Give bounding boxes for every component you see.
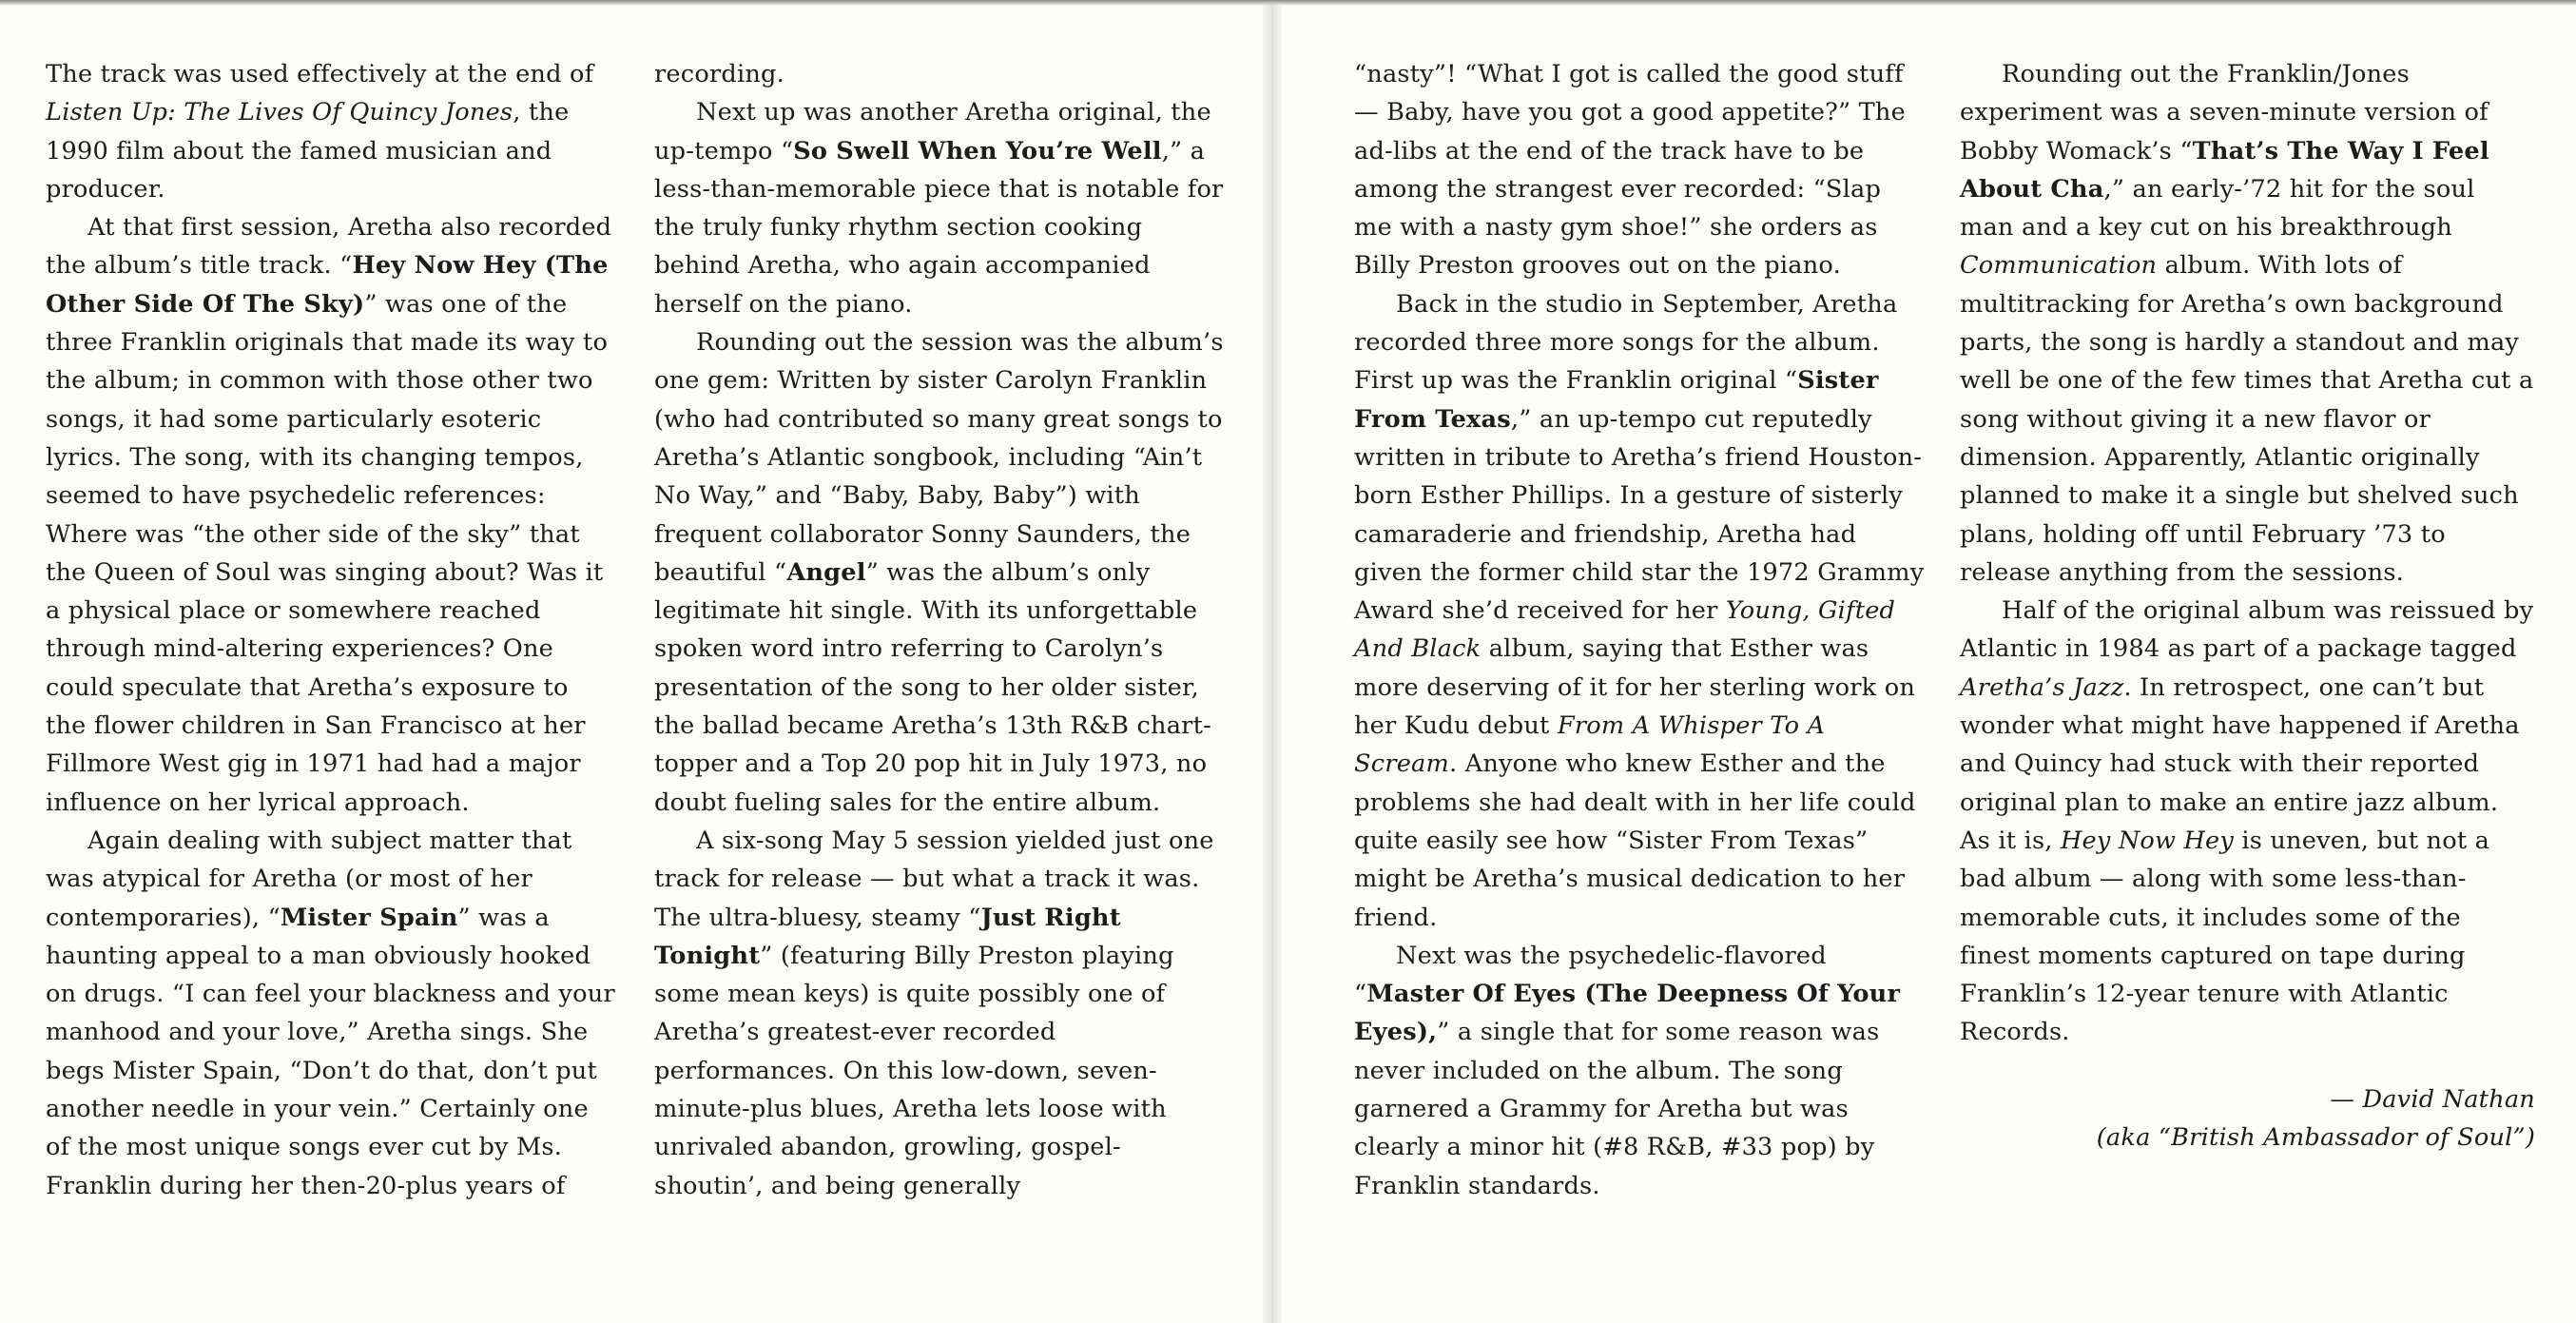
- text-run: album, saying that Esther was more deserving of it for her sterling work on her Kudu debut: [1354, 634, 1916, 741]
- paragraph: [654, 55, 1225, 93]
- paragraph: [1354, 285, 1925, 937]
- text-run: Next up was another Aretha original, the up-tempo “: [654, 98, 1211, 165]
- paragraph: [654, 93, 1225, 323]
- text-run: is uneven, but not a bad album — along with some less-than-memorable cuts, it includes some of the finest moments captured on tape during Franklin’s 12-year tenure with Atlantic Records.: [1960, 826, 2490, 1047]
- text-run: ” (featuring Billy Preston playing some mean keys) is quite possibly one of Aretha’s greatest-ever recorded performances. On this low-down, seven-minute-plus blues, Aretha lets loose with unrivaled abandon, growling, gospel-shoutin’, and being generally: [654, 941, 1174, 1200]
- paragraph: [1960, 592, 2535, 1052]
- scan-top-edge: [0, 0, 2576, 6]
- text-column-2: [654, 55, 1225, 1205]
- text-run: ” was the album’s only legitimate hit single. With its unforgettable spoken word intro referring to Carolyn’s presentation of the song to her older sister, the ballad became Aretha’s 13th R&B chart-topper and a Top 20 pop hit in July 1973, no doubt fueling sales for the entire album.: [654, 557, 1211, 817]
- paragraph: [1354, 937, 1925, 1205]
- text-run: ,” an up-tempo cut reputedly written in tribute to Aretha’s friend Houston-born Esther Phillips. In a gesture of sisterly camaraderie and friendship, Aretha had given the former child star the 1972 Grammy Award she’d received for her: [1354, 404, 1925, 626]
- text-run: At that first session, Aretha also recorded the album’s title track. “: [46, 213, 612, 281]
- text-run: Half of the original album was reissued by Atlantic in 1984 as part of a package tagged: [1960, 596, 2534, 664]
- text-run: “nasty”! “What I got is called the good stuff — Baby, have you got a good appetite?” The ad-libs at the end of the track have to be among the strangest ever recorded: “Slap me with a nasty gym shoe!” she orders as Billy Preston grooves out on the piano.: [1354, 60, 1906, 281]
- work-title: Aretha’s Jazz: [1960, 672, 2124, 702]
- paragraph: [654, 822, 1225, 1205]
- text-column-4: [1960, 55, 2535, 1157]
- text-run: album. With lots of multitracking for Aretha’s own background parts, the song is hardly a standout and may well be one of the few times that Aretha cut a song without giving it a new flavor or dimension. Apparently, Atlantic originally planned to make it a single but shelved such plans, holding off until February ’73 to release anything from the sessions.: [1960, 251, 2534, 587]
- song-title: Mister Spain: [280, 903, 458, 932]
- text-run: Again dealing with subject matter that was atypical for Aretha (or most of her contemporaries), “: [46, 826, 572, 932]
- song-title: Just Right Tonight: [654, 903, 1121, 970]
- text-run: ,” an early-’72 hit for the soul man and a key cut on his breakthrough: [1960, 174, 2475, 243]
- paragraph: [654, 323, 1225, 822]
- text-run: ” was one of the three Franklin originals that made its way to the album; in common with those other two songs, it had some particularly esoteric lyrics. The song, with its changing tempos, seemed to have psychedelic references: Where was “the other side of the sky” that the Queen of Soul was singing about? Was it a physical place or somewhere reached through mind-altering experiences? One could speculate that Aretha’s exposure to the flower children in San Francisco at her Fillmore West gig in 1971 had had a major influence on her lyrical approach.: [46, 289, 609, 817]
- work-title: Communication: [1960, 251, 2158, 281]
- song-title: Sister From Texas: [1354, 366, 1879, 434]
- song-title: So Swell When You’re Well: [793, 136, 1162, 165]
- text-column-1: [46, 55, 616, 1205]
- work-title: Young, Gifted And Black: [1354, 596, 1896, 664]
- text-run: ” was a haunting appeal to a man obviously hooked on drugs. “I can feel your blackness and your manhood and your love,” Aretha sings. She begs Mister Spain, “Don’t do that, don’t put another needle in your vein.” Certainly one of the most unique songs ever cut by Ms. Franklin during her then-20-plus years of: [46, 903, 615, 1200]
- text-run: . In retrospect, one can’t but wonder what might have happened if Aretha and Quincy had stuck with their reported original plan to make an entire jazz album. As it is,: [1960, 672, 2520, 855]
- text-run: . Anyone who knew Esther and the problems she had dealt with in her life could quite easily see how “Sister From Texas” might be Aretha’s musical dedication to her friend.: [1354, 749, 1916, 932]
- text-run: Next was the psychedelic-flavored “: [1354, 941, 1827, 1009]
- text-run: Back in the studio in September, Aretha recorded three more songs for the album. First up was the Franklin original “: [1354, 289, 1898, 396]
- paragraph: [46, 55, 616, 208]
- text-run: ” a single that for some reason was never included on the album. The song garnered a Grammy for Aretha but was clearly a minor hit (#8 R&B, #33 pop) by Franklin standards.: [1354, 1018, 1880, 1200]
- text-column-4-body: [1960, 55, 2535, 1052]
- text-run: Rounding out the session was the album’s one gem: Written by sister Carolyn Franklin (who had contributed so many great songs to Aretha’s Atlantic songbook, including “Ain’t No Way,” and “Baby, Baby, Baby”) with frequent collaborator Sonny Saunders, the beautiful “: [654, 328, 1224, 587]
- work-title: Hey Now Hey: [2060, 826, 2234, 855]
- text-run: Rounding out the Franklin/Jones experiment was a seven-minute version of Bobby Womack’s “: [1960, 60, 2489, 165]
- text-run: The track was used effectively at the end of: [46, 60, 594, 88]
- work-title: Listen Up: The Lives Of Quincy Jones: [46, 98, 513, 127]
- paragraph: [1960, 55, 2535, 592]
- text-run: A six-song May 5 session yielded just one track for release — but what a track it was. The ultra-bluesy, steamy “: [654, 826, 1214, 932]
- song-title: Master Of Eyes (The Deepness Of Your Eyes),: [1354, 980, 1901, 1047]
- song-title: That’s The Way I Feel About Cha: [1960, 136, 2489, 204]
- signature: [1960, 1080, 2535, 1158]
- text-column-3: [1354, 55, 1925, 1205]
- paragraph: [1354, 55, 1925, 285]
- paragraph: [46, 208, 616, 822]
- text-run: ,” a less-than-memorable piece that is notable for the truly funky rhythm section cooking behind Aretha, who again accompanied herself on the piano.: [654, 136, 1224, 319]
- text-run: , the 1990 film about the famed musician and producer.: [46, 98, 570, 204]
- signature-aka: (aka “British Ambassador of Soul”): [2096, 1123, 2535, 1153]
- paragraph: [46, 822, 616, 1205]
- page-gutter: [1263, 0, 1282, 1323]
- text-run: recording.: [654, 60, 784, 88]
- work-title: From A Whisper To A Scream: [1354, 711, 1826, 779]
- signature-author: — David Nathan: [2330, 1084, 2535, 1114]
- song-title: Angel: [786, 557, 866, 587]
- song-title: Hey Now Hey (The Other Side Of The Sky): [46, 251, 609, 319]
